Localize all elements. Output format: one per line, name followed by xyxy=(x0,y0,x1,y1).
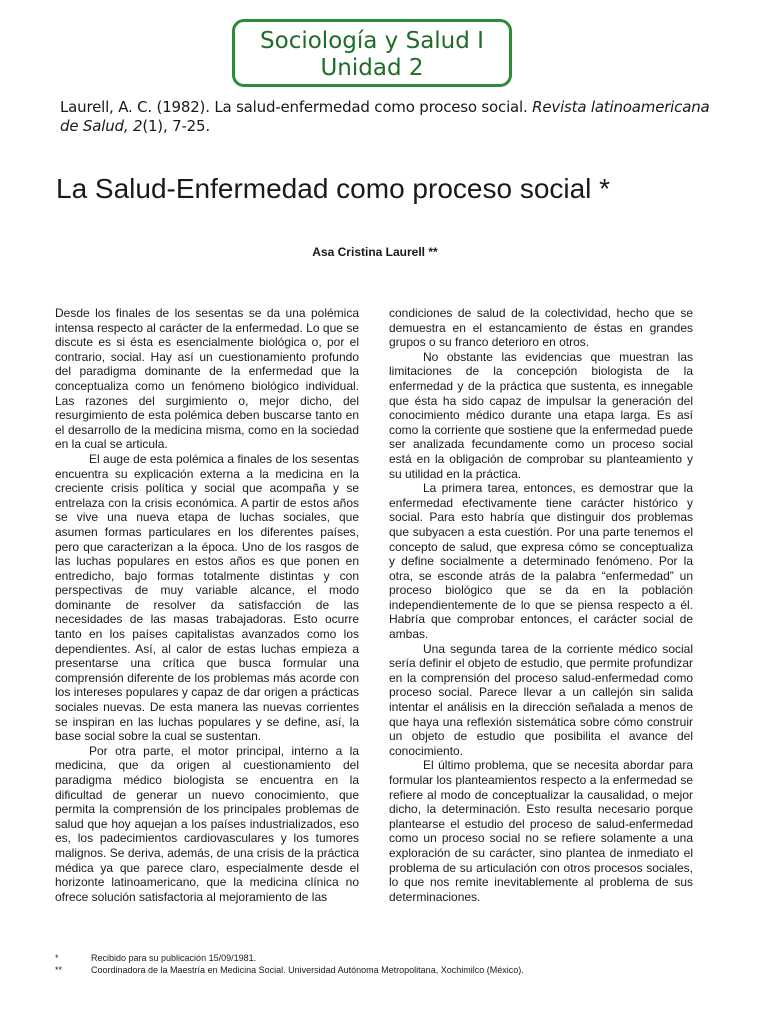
left-column xyxy=(55,306,359,904)
footnote-mark: ** xyxy=(55,965,63,975)
paragraph: No obstante las evidencias que muestran las limitaciones de la concepción biologista de la enfermedad y de la práctica que sustenta, es innegable que ésta ha sido capaz de impulsar la generación del conocimiento médico durante una etapa larga. Es así como la corriente que sostiene que la enfermedad puede ser analizada fecundamente como un proceso social está en la obligación de comprobar su planteamiento y su utilidad en la práctica. xyxy=(389,349,693,481)
article-author: Asa Cristina Laurell ** xyxy=(312,245,438,259)
reference-citation xyxy=(60,98,720,136)
course-header-box xyxy=(232,19,512,87)
footnote xyxy=(55,952,715,964)
citation-authors: Laurell, A. C. (1982). La salud-enfermedad como proceso social. xyxy=(60,98,533,116)
paragraph: El auge de esta polémica a finales de los sesentas encuentra su explicación externa a la medicina en la creciente crisis política y social que acompaña y se entrelaza con la crisis económica. A partir de estos años se vive una nueva etapa de luchas sociales, que asumen formas particulares en los diferentes países, pero que caracterizan a la época. Uno de los rasgos de las luchas populares en estos años es que ponen en entredicho, bajo formas totalmente distintas y con perspectivas de muy variable alcance, el modo dominante de resolver da satisfacción de las necesidades de las masas trabajadoras. Esto ocurre tanto en los países capitalistas avanzados como los dependientes. Así, al calor de estas luchas empieza a presentarse una crítica que busca formular una comprensión diferente de los problemas más acorde con los intereses populares y capaz de dar origen a prácticas sociales nuevas. De esta manera las nuevas corrientes se inspiran en las luchas populares y se define, así, la base social sobre la cual se sustentan. xyxy=(55,451,359,744)
right-column xyxy=(389,306,693,904)
footnotes xyxy=(55,952,715,976)
footnote-text: Coordinadora de la Maestría en Medicina Social. Universidad Autónoma Metropolitana, Xochimilco (México). xyxy=(91,965,524,975)
footnote-mark: * xyxy=(55,953,59,963)
article-title: La Salud-Enfermedad como proceso social * xyxy=(56,173,611,204)
paragraph: Desde los finales de los sesentas se da una polémica intensa respecto al carácter de la enfermedad. Lo que se discute es si ésta es esencialmente biológica o, por el contrario, social. Hay así un cuestionamiento profundo del paradigma dominante de la enfermedad que la conceptualiza como un fenómeno biológico individual. Las razones del surgimiento o, mejor dicho, del resurgimiento de esta polémica deben buscarse tanto en el desarrollo de la medicina misma, como en la sociedad en la cual se articula. xyxy=(55,306,359,452)
unit-label: Unidad 2 xyxy=(320,55,424,81)
footnote-text: Recibido para su publicación 15/09/1981. xyxy=(91,953,257,963)
paragraph: Por otra parte, el motor principal, interno a la medicina, que da origen al cuestionamiento del paradigma médico biologista se encuentra en la dificultad de generar un nuevo conocimiento, que permita la comprensión de los principales problemas de salud que hoy aquejan a los países industrializados, eso es, los padecimientos cardiovasculares y los tumores malignos. Se deriva, además, de una crisis de la práctica médica ya que parece claro, especialmente desde el horizonte latinoamericano, que la medicina clínica no ofrece solución satisfactoria al mejoramiento de las xyxy=(55,743,359,904)
paragraph: condiciones de salud de la colectividad, hecho que se demuestra en el estancamiento de éstas en grandes grupos o su franco deterioro en otros. xyxy=(389,306,693,350)
citation-issue: (1), 7-25. xyxy=(142,117,210,135)
paragraph: El último problema, que se necesita abordar para formular los planteamientos respecto a la enfermedad se refiere al modo de conceptualizar la causalidad, o mejor dicho, la determinación. Esto resulta necesario porque plantearse el estudio del proceso de salud-enfermedad como un proceso social no se refiere solamente a una exploración de su carácter, sino plantea de inmediato el problema de su articulación con otros procesos sociales, lo que nos remite inevitablemente al problema de sus determinaciones. xyxy=(389,758,693,904)
paragraph: La primera tarea, entonces, es demostrar que la enfermedad efectivamente tiene carácter histórico y social. Para esto habría que distinguir dos problemas que subyacen a esta cuestión. Por una parte tenemos el concepto de salud, que expresa cómo se conceptualiza y define socialmente a determinado fenómeno. Por la otra, se esconde atrás de la palabra “enfermedad” un proceso biológico que se da en la población independientemente de lo que se piensa respecto a él. Habría que comprobar entonces, el carácter social de ambas. xyxy=(389,481,693,642)
paragraph: Una segunda tarea de la corriente médico social sería definir el objeto de estudio, que permite profundizar en la comprensión del proceso salud-enfermedad como proceso social. Parece llevar a un callejón sin salida intentar el análisis en la dirección señalada a menos de que haya una reflexión sistemática sobre cómo construir un objeto de estudio que posibilita el avance del conocimiento. xyxy=(389,641,693,758)
footnote xyxy=(55,964,715,976)
course-title: Sociología y Salud I xyxy=(260,28,484,54)
citation-journal: Revista latinoamericana de Salud, 2 xyxy=(60,98,710,135)
